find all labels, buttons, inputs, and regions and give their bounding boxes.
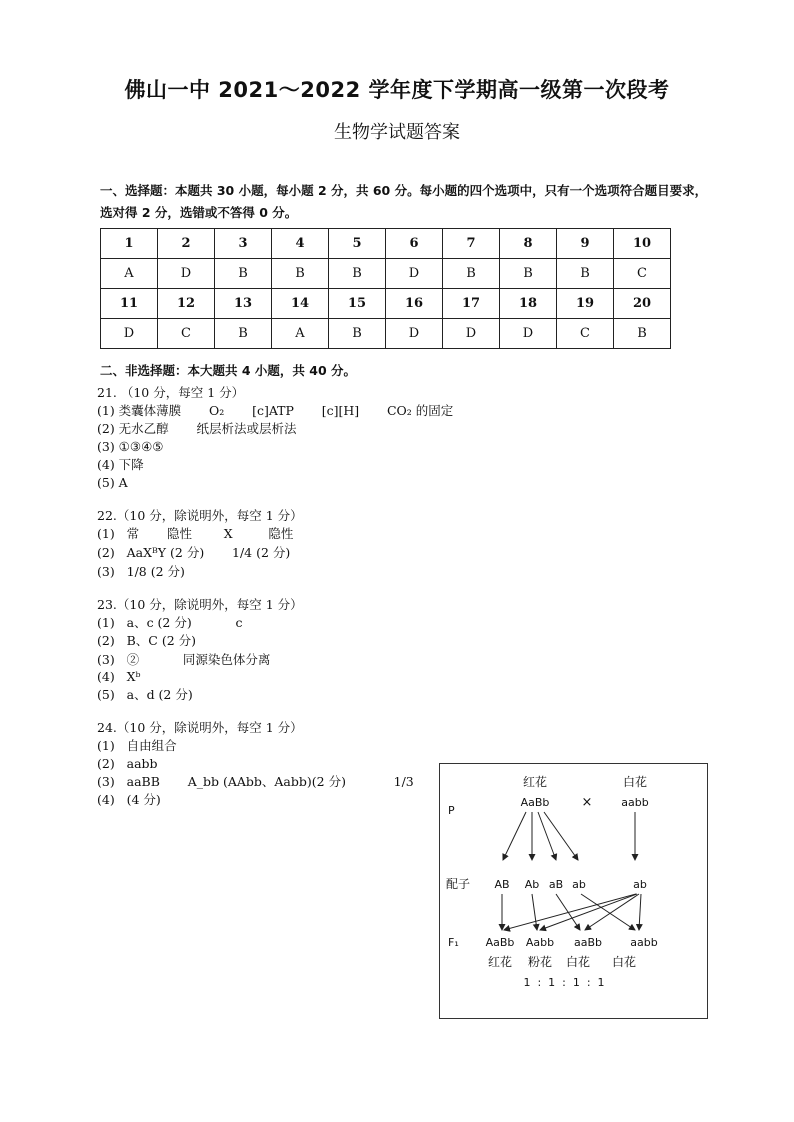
section2-heading: 二、非选择题：本大题共 4 小题，共 40 分。: [100, 363, 357, 378]
answer-cell: B: [443, 259, 500, 289]
answer-row: [101, 319, 671, 349]
parent2-phenotype: 白花: [622, 775, 648, 789]
question-number-cell: 20: [614, 289, 671, 319]
q23-head: 23.（10 分，除说明外，每空 1 分）: [97, 597, 303, 612]
gamete-4: ab: [572, 878, 586, 891]
answer-cell: B: [557, 259, 614, 289]
arrow-p1-g4: [544, 812, 578, 860]
question-number-cell: 2: [158, 229, 215, 259]
q22-head: 22.（10 分，除说明外，每空 1 分）: [97, 508, 303, 523]
q24-answer-1: (1) 自由组合: [97, 738, 177, 753]
q21-answer-2: (2) 无水乙醇 纸层析法或层析法: [97, 421, 297, 436]
offspring-1: AaBb: [485, 936, 515, 949]
answer-cell: B: [272, 259, 329, 289]
answer-cell: C: [557, 319, 614, 349]
arrow-g5-f4: [639, 894, 641, 930]
q22-answer-2: (2) AaXᴮY (2 分) 1/4 (2 分): [97, 545, 291, 560]
offspring-2: Aabb: [525, 936, 555, 949]
answer-cell: B: [215, 319, 272, 349]
offspring-3: aaBb: [573, 936, 603, 949]
question-number-cell: 7: [443, 229, 500, 259]
answer-cell: B: [329, 259, 386, 289]
q24-answer-3: (3) aaBB A_bb (AAbb、Aabb)(2 分) 1/3: [97, 774, 414, 789]
answer-cell: D: [500, 319, 557, 349]
question-number-cell: 10: [614, 229, 671, 259]
p-label: P: [448, 804, 455, 817]
answer-cell: A: [101, 259, 158, 289]
answer-cell: D: [443, 319, 500, 349]
question-number-cell: 15: [329, 289, 386, 319]
answer-cell: A: [272, 319, 329, 349]
answer-cell: B: [500, 259, 557, 289]
q23-answer-2: (2) B、C (2 分): [97, 633, 197, 648]
arrow-g5-f3: [585, 894, 639, 930]
answer-cell: D: [386, 319, 443, 349]
gamete-2: Ab: [524, 878, 540, 891]
answer-cell: B: [215, 259, 272, 289]
question-number-row: [101, 289, 671, 319]
question-number-cell: 19: [557, 289, 614, 319]
q21-answer-3: (3) ①③④⑤: [97, 439, 164, 454]
q21-answer-4: (4) 下降: [97, 457, 144, 472]
answer-cell: D: [158, 259, 215, 289]
parent1-phenotype: 红花: [522, 775, 548, 789]
page-title: 佛山一中 2021～2022 学年度下学期高一级第一次段考: [124, 78, 670, 102]
question-number-cell: 17: [443, 289, 500, 319]
question-number-cell: 14: [272, 289, 329, 319]
answer-cell: B: [614, 319, 671, 349]
answer-cell: D: [101, 319, 158, 349]
arrow-p1-g1: [503, 812, 526, 860]
q23-answer-4: (4) Xᵇ: [97, 669, 141, 684]
gamete-3: aB: [548, 878, 564, 891]
answer-cell: B: [329, 319, 386, 349]
arrow-g3-f3: [556, 894, 580, 930]
q22-answer-1: (1) 常 隐性 X 隐性: [97, 526, 294, 541]
gamete-5: ab: [633, 878, 647, 891]
phenotype-2: 粉花: [527, 955, 553, 969]
question-number-cell: 16: [386, 289, 443, 319]
gamete-1: AB: [494, 878, 510, 891]
parent2-genotype: aabb: [621, 796, 649, 809]
question-number-cell: 12: [158, 289, 215, 319]
section1-heading: 一、选择题：本题共 30 小题，每小题 2 分，共 60 分。每小题的四个选项中，只有一个选项符合题目要求，选对得 2 分，选错或不答得 0 分。: [100, 183, 708, 220]
f1-label: F₁: [448, 936, 459, 949]
q23-answer-5: (5) a、d (2 分): [97, 687, 193, 702]
question-number-cell: 8: [500, 229, 557, 259]
answer-row: [101, 259, 671, 289]
question-number-cell: 9: [557, 229, 614, 259]
answer-cell: C: [614, 259, 671, 289]
answer-cell: D: [386, 259, 443, 289]
question-number-cell: 6: [386, 229, 443, 259]
arrow-g2-f2: [532, 894, 537, 930]
q21-head: 21. （10 分，每空 1 分）: [97, 385, 245, 400]
question-number-cell: 4: [272, 229, 329, 259]
question-number-cell: 11: [101, 289, 158, 319]
phenotype-4: 白花: [611, 955, 637, 969]
cross-diagram: [439, 763, 708, 1019]
cross-symbol: ×: [581, 795, 593, 810]
q24-answer-4: (4) (4 分): [97, 792, 161, 807]
answer-cell: C: [158, 319, 215, 349]
page-subtitle: 生物学试题答案: [334, 122, 460, 143]
arrow-p1-g3: [538, 812, 556, 860]
question-number-cell: 5: [329, 229, 386, 259]
q21-answer-1: (1) 类囊体薄膜 O₂ [c]ATP [c][H] CO₂ 的固定: [97, 403, 454, 418]
segregation-ratio: 1 : 1 : 1 : 1: [523, 976, 605, 989]
q22-answer-3: (3) 1/8 (2 分): [97, 564, 185, 579]
phenotype-3: 白花: [565, 955, 591, 969]
answer-table: [100, 228, 671, 349]
q23-answer-1: (1) a、c (2 分) c: [97, 615, 243, 630]
phenotype-1: 红花: [487, 955, 513, 969]
q23-answer-3: (3) ② 同源染色体分离: [97, 652, 271, 667]
question-number-row: [101, 229, 671, 259]
parent1-genotype: AaBb: [520, 796, 550, 809]
question-number-cell: 1: [101, 229, 158, 259]
question-number-cell: 18: [500, 289, 557, 319]
q24-answer-2: (2) aabb: [97, 756, 158, 771]
question-number-cell: 13: [215, 289, 272, 319]
q24-head: 24.（10 分，除说明外，每空 1 分）: [97, 720, 303, 735]
arrow-g5-f1: [504, 894, 636, 930]
gamete-label: 配子: [446, 877, 471, 891]
q21-answer-5: (5) A: [97, 475, 128, 490]
offspring-4: aabb: [630, 936, 658, 949]
question-number-cell: 3: [215, 229, 272, 259]
